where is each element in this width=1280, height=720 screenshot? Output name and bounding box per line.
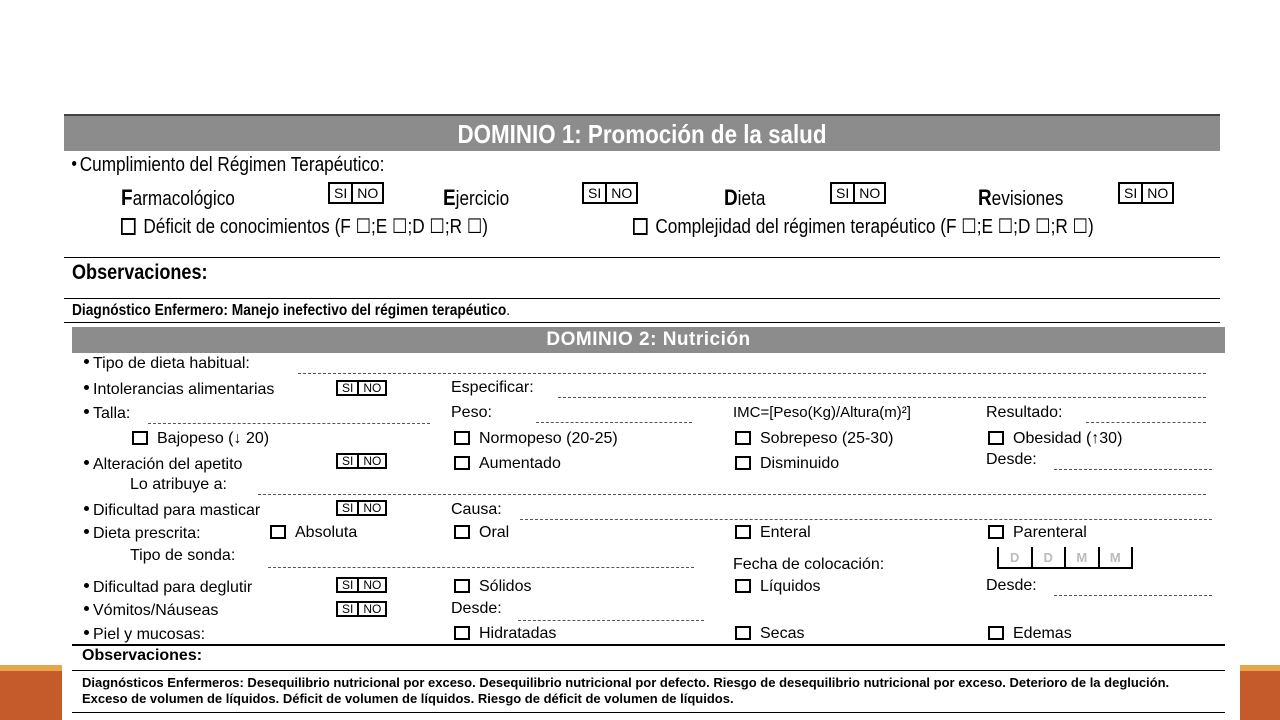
si-option[interactable]: SI — [342, 578, 354, 592]
dieta-prescrita-label: Dieta prescrita: — [84, 525, 201, 543]
item-ejercicio: Ejercicio — [443, 185, 510, 210]
desde-field-2[interactable] — [1054, 595, 1212, 596]
observaciones-2[interactable]: Observaciones: — [82, 647, 203, 664]
masticar-si-no[interactable] — [336, 500, 387, 516]
oral-checkbox[interactable] — [454, 525, 470, 539]
complejidad-checkbox[interactable] — [633, 218, 648, 235]
vomitos-label: Vómitos/Náuseas — [84, 602, 218, 620]
peso-field[interactable] — [536, 422, 692, 423]
complejidad-row[interactable] — [633, 214, 1169, 239]
divider — [64, 322, 1220, 323]
item-dieta: Dieta — [724, 185, 766, 210]
disminuido-checkbox[interactable] — [735, 456, 751, 470]
secas-option[interactable]: Secas — [735, 625, 804, 643]
observaciones-1[interactable]: Observaciones: — [72, 261, 208, 284]
sobrepeso-option[interactable]: Sobrepeso (25-30) — [735, 430, 893, 448]
imc-label: IMC=[Peso(Kg)/Altura(m)²] — [733, 404, 911, 421]
no-option[interactable]: NO — [357, 382, 385, 394]
intolerancias-si-no[interactable] — [336, 380, 387, 396]
absoluta-option[interactable]: Absoluta — [270, 524, 357, 542]
si-option[interactable]: SI — [1124, 185, 1138, 201]
talla-field[interactable] — [148, 423, 430, 424]
no-option[interactable]: NO — [357, 579, 385, 591]
farmacologico-si-no[interactable] — [328, 182, 384, 204]
liquidos-option[interactable]: Líquidos — [735, 578, 821, 596]
vomitos-si-no[interactable] — [336, 601, 387, 617]
enteral-option[interactable]: Enteral — [735, 524, 811, 542]
edemas-option[interactable]: Edemas — [988, 625, 1072, 643]
si-option[interactable]: SI — [836, 185, 850, 201]
resultado-field[interactable] — [1086, 422, 1206, 423]
especificar-field[interactable] — [558, 397, 1206, 398]
parenteral-option[interactable]: Parenteral — [988, 524, 1087, 542]
complejidad-options[interactable]: (F ☐;E ☐;D ☐;R ☐) — [940, 216, 1094, 238]
dominio2-header — [72, 327, 1225, 353]
disminuido-option[interactable]: Disminuido — [735, 455, 839, 473]
bajopeso-checkbox[interactable] — [132, 431, 148, 445]
causa-label: Causa: — [451, 501, 502, 518]
edemas-checkbox[interactable] — [988, 626, 1004, 640]
revisiones-si-no[interactable] — [1118, 182, 1174, 204]
normopeso-option[interactable]: Normopeso (20-25) — [454, 430, 618, 448]
desde-label: Desde: — [986, 451, 1037, 468]
item-revisiones: Revisiones — [978, 185, 1064, 210]
dieta-si-no[interactable] — [830, 182, 886, 204]
si-option[interactable]: SI — [342, 602, 354, 616]
talla-label: Talla: — [84, 405, 130, 423]
dominio1-title: DOMINIO 1: Promoción de la salud — [457, 119, 827, 149]
divider — [64, 257, 1220, 258]
fecha-colocacion-label: Fecha de colocación: — [733, 556, 885, 573]
deficit-label: Déficit de conocimientos — [143, 216, 330, 238]
divider — [64, 298, 1220, 299]
apetito-si-no[interactable] — [336, 453, 387, 469]
resultado-label: Resultado: — [986, 404, 1063, 421]
divider — [72, 670, 1225, 671]
no-option[interactable]: NO — [853, 184, 884, 202]
divider — [72, 712, 1225, 713]
no-option[interactable]: NO — [357, 502, 385, 514]
enteral-checkbox[interactable] — [735, 525, 751, 539]
solidos-option[interactable]: Sólidos — [454, 578, 531, 596]
no-option[interactable]: NO — [605, 184, 636, 202]
desde-field-3[interactable] — [518, 620, 704, 621]
alteracion-apetito-label: Alteración del apetito — [84, 456, 242, 474]
si-option[interactable]: SI — [342, 454, 354, 468]
hidratadas-checkbox[interactable] — [454, 626, 470, 640]
aumentado-option[interactable]: Aumentado — [454, 455, 561, 473]
date-cell-day[interactable]: D — [1010, 550, 1020, 565]
cumplimiento-label: Cumplimiento del Régimen Terapéutico: — [79, 154, 385, 176]
si-option[interactable]: SI — [334, 185, 348, 201]
tipo-dieta-field[interactable] — [298, 373, 1206, 374]
no-option[interactable]: NO — [1141, 184, 1172, 202]
date-cell-month[interactable]: M — [1064, 547, 1098, 567]
dificultad-deglutir-label: Dificultad para deglutir — [84, 579, 252, 597]
date-cell-month[interactable]: M — [1098, 547, 1132, 567]
oral-option[interactable]: Oral — [454, 524, 509, 542]
obesidad-option[interactable]: Obesidad (↑30) — [988, 430, 1122, 448]
lo-atribuye-field[interactable] — [258, 494, 1206, 495]
desde-label-3: Desde: — [451, 600, 502, 617]
deficit-checkbox[interactable] — [121, 218, 136, 235]
secas-checkbox[interactable] — [735, 626, 751, 640]
peso-label: Peso: — [451, 404, 492, 421]
dominio2-title: DOMINIO 2: Nutrición — [546, 329, 751, 350]
dominio1-header — [64, 114, 1220, 151]
deficit-row[interactable] — [121, 214, 548, 239]
item-farmacologico: Farmacológico — [121, 185, 235, 210]
no-option[interactable]: NO — [357, 455, 385, 467]
no-option[interactable]: NO — [351, 184, 382, 202]
lo-atribuye-label: Lo atribuye a: — [130, 476, 227, 493]
piel-mucosas-label: Piel y mucosas: — [84, 626, 205, 644]
complejidad-label: Complejidad del régimen terapéutico — [655, 216, 936, 238]
deficit-options[interactable]: (F ☐;E ☐;D ☐;R ☐) — [334, 216, 488, 238]
tipo-sonda-label: Tipo de sonda: — [130, 547, 236, 564]
deglutir-si-no[interactable] — [336, 577, 387, 593]
tipo-sonda-field[interactable] — [268, 567, 694, 568]
parenteral-checkbox[interactable] — [988, 525, 1004, 539]
bajopeso-option[interactable]: Bajopeso (↓ 20) — [132, 430, 269, 448]
obesidad-checkbox[interactable] — [988, 431, 1004, 445]
normopeso-checkbox[interactable] — [454, 431, 470, 445]
decorative-accent-left — [0, 665, 62, 720]
si-option[interactable]: SI — [588, 185, 602, 201]
dificultad-masticar-label: Dificultad para masticar — [84, 502, 260, 520]
diagnosticos-enfermeros: Diagnósticos Enfermeros: Desequilibrio nutricional por exceso. Desequilibrio nutricional por defecto. Riesgo de desequilibrio nutricional por exceso. Deterioro de la deglución. Exceso de volumen de líquidos. Déficit de volumen de líquidos. Riesgo de déficit de volumen de líquidos. — [82, 675, 1170, 706]
si-option[interactable]: SI — [342, 381, 354, 395]
sobrepeso-checkbox[interactable] — [735, 431, 751, 445]
ejercicio-si-no[interactable] — [582, 182, 638, 204]
fecha-colocacion-input[interactable] — [997, 547, 1133, 569]
aumentado-checkbox[interactable] — [454, 456, 470, 470]
date-cell-day[interactable]: D — [1031, 547, 1065, 567]
hidratadas-option[interactable]: Hidratadas — [454, 625, 556, 643]
intolerancias-label: Intolerancias alimentarias — [84, 381, 274, 399]
absoluta-checkbox[interactable] — [270, 525, 286, 539]
desde-field[interactable] — [1054, 469, 1212, 470]
causa-field[interactable] — [520, 519, 1212, 520]
si-option[interactable]: SI — [342, 501, 354, 515]
solidos-checkbox[interactable] — [454, 579, 470, 593]
liquidos-checkbox[interactable] — [735, 579, 751, 593]
cumplimiento-row — [72, 154, 435, 177]
tipo-dieta-label: Tipo de dieta habitual: — [84, 355, 250, 373]
divider — [72, 644, 1225, 646]
desde-label-2: Desde: — [986, 577, 1037, 594]
decorative-accent-right — [1240, 665, 1280, 720]
diagnostico-enfermero-1: Diagnóstico Enfermero: Manejo inefectivo del régimen terapéutico. — [72, 302, 511, 319]
especificar-label: Especificar: — [451, 379, 534, 396]
no-option[interactable]: NO — [357, 603, 385, 615]
